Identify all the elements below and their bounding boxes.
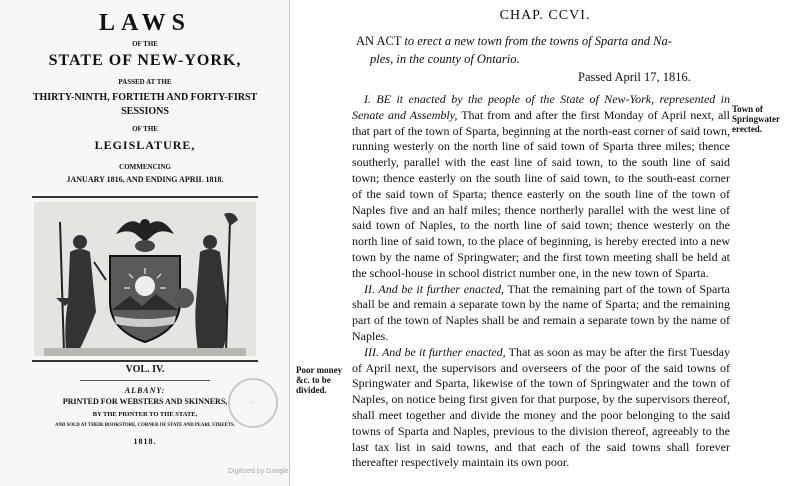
coat-of-arms-icon — [34, 202, 256, 356]
title-by-printer: BY THE PRINTER TO THE STATE, — [92, 411, 198, 418]
margin-note-springwater: Town of Springwater erected. — [732, 104, 780, 134]
act-title-lead: AN ACT — [356, 34, 402, 48]
section-1 — [352, 92, 730, 282]
section-2-text: That the remaining part of the town of Sparta shall be and remain a separate town by the name of Sparta; and the remaining part of the town of Naples shall be and remain a separate town by the name of Naples. — [352, 281, 730, 343]
section-3 — [352, 345, 730, 471]
act-title-line-1 — [356, 34, 672, 49]
title-commencing: COMMENCING — [119, 163, 171, 171]
title-passed-at: PASSED AT THE — [118, 78, 172, 86]
title-page — [0, 0, 290, 486]
library-stamp-icon: ○ — [228, 378, 278, 428]
digitized-watermark: Digitized by Google — [228, 468, 289, 475]
act-title-line-2: ples, in the county of Ontario. — [370, 52, 520, 66]
section-2 — [352, 282, 730, 345]
act-passed-date: Passed April 17, 1816. — [578, 70, 691, 84]
title-rule-thin — [80, 380, 210, 381]
title-rule-top — [32, 196, 258, 198]
act-body — [352, 92, 730, 471]
title-legislature: LEGISLATURE, — [94, 138, 196, 152]
title-sessions: SESSIONS — [121, 106, 169, 117]
title-albany: ALBANY: — [124, 386, 166, 395]
act-title-rest-1: to erect a new town from the towns of Sparta and Na- — [404, 34, 672, 48]
title-year: 1818. — [133, 437, 157, 446]
section-3-text: That as soon as may be after the first Tuesday of April next, the supervisors and overseers of the poor of the said towns of Springwater and Sparta, likewise of the town of Springwater and the town of Naples, on notice being first given for that purpose, by the supervisors thereof, shall meet together and divide the money and the poor belonging to the said towns of Sparta and Naples, previous to the division thereof, agreeably to the last tax list in said towns, and that each of the said towns shall forever thereafter respectively maintain its own poor. — [352, 344, 730, 470]
title-sold-at: AND SOLD AT THEIR BOOKSTORE, CORNER OF STATE AND PEARL STREETS. — [55, 423, 235, 428]
act-page — [290, 0, 800, 486]
title-of-the: OF THE — [132, 40, 158, 48]
title-printed-for: PRINTED FOR WEBSTERS AND SKINNERS, — [62, 397, 228, 406]
title-rule-bottom — [32, 360, 258, 362]
title-dates: JANUARY 1816, AND ENDING APRIL 1818. — [66, 175, 224, 184]
title-volume: VOL. IV. — [125, 364, 165, 375]
section-3-lead: III. And be it further enacted, — [364, 344, 506, 359]
section-2-lead: II. And be it further enacted, — [364, 281, 505, 296]
section-1-lead: I. BE it enacted by the people of the State of New-York, represented in Senate and Assembly, — [352, 92, 730, 122]
section-1-text: That from and after the first Monday of April next, all that part of the town of Sparta, beginning at the north-east corner of said town, running westerly on the north line of said town of Sparta three miles; thence southerly, parallel with the east line of said town, to the south line of said town; thence easterly on the south line of said town, to the south-east corner of the said town of Sparta; thence easterly on the south line of the town of Naples five and an half miles; thence northerly parallel with the west line of said town of Naples, to the north line of said town; thence westerly on the north line of said town, to the place of beginning, is hereby erected into a new town by the name of Springwater; and the first town meeting shall be held at the school-house in school district number one, in the new town of Sparta. — [352, 107, 730, 280]
title-sessions-line: THIRTY-NINTH, FORTIETH AND FORTY-FIRST — [32, 92, 258, 103]
title-laws: LAWS — [98, 10, 192, 36]
coat-of-arms-vignette — [34, 202, 256, 356]
margin-note-poor-money: Poor money &c. to be divided. — [296, 365, 343, 395]
chapter-heading: CHAP. CCVI. — [499, 8, 591, 23]
title-of-the-2: OF THE — [132, 125, 158, 133]
title-state: STATE OF NEW-YORK, — [48, 52, 242, 69]
